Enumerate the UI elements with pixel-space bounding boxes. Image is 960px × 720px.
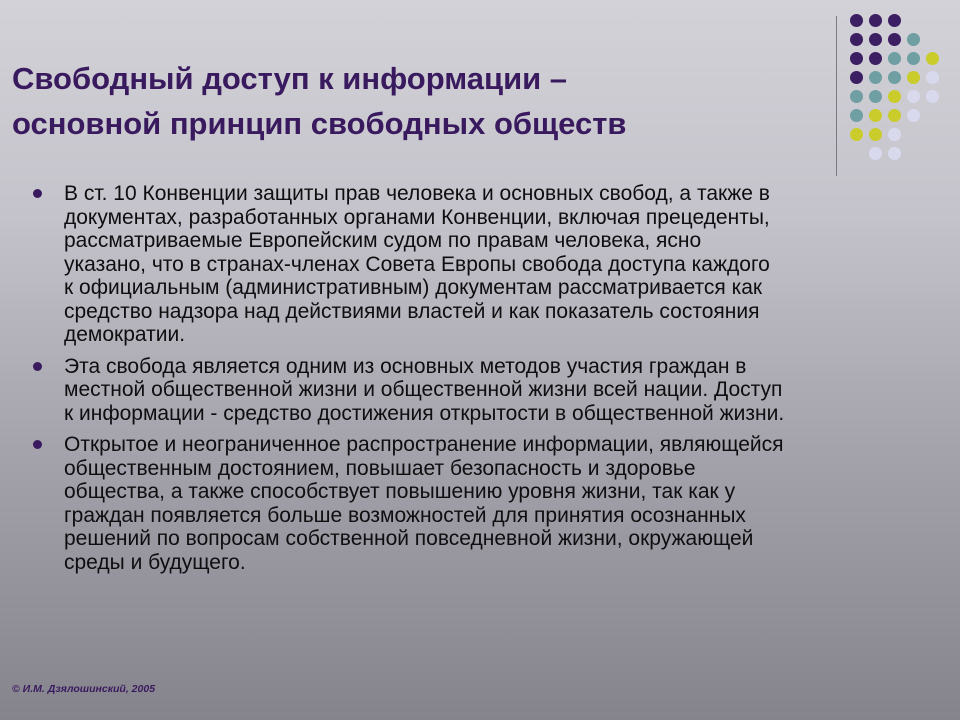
decor-dot [850,14,863,27]
decor-dot [907,71,920,84]
slide-title [12,56,812,146]
decor-dot [888,71,901,84]
bullet-item [30,182,940,347]
decor-dot [869,128,882,141]
decor-dot [869,52,882,65]
decor-dot [888,52,901,65]
bullet-item [30,355,940,426]
decor-dot [850,128,863,141]
bullet-text-line: Эта свобода является одним из основных методов участия граждан в [64,354,747,378]
bullet-text-line: общества, а также способствует повышению уровня жизни, так как у [64,480,736,503]
decor-dot [869,147,882,160]
decorative-dot-grid [850,14,960,164]
decor-dot [869,90,882,103]
title-line-2: основной принцип свободных обществ [12,106,627,141]
bullet-dot-icon [33,440,42,449]
decor-dot [926,90,939,103]
bullet-text-line: В ст. 10 Конвенции защиты прав человека и основных свобод, а также в [64,182,770,205]
decor-dot [850,109,863,122]
decor-dot [888,128,901,141]
bullet-text-line: средство надзора над действиями властей и как показатель состояния [64,299,760,323]
decor-dot [850,52,863,65]
bullet-dot-icon [33,189,42,198]
decor-dot [907,109,920,122]
vertical-divider [836,16,837,176]
decor-dot [888,14,901,27]
title-line-1: Свободный доступ к информации – [12,61,568,96]
bullet-text-line: общественным достоянием, повышает безопасность и здоровье [64,456,696,480]
bullet-item [30,433,940,574]
decor-dot [907,90,920,103]
bullet-text-line: документах, разработанных органами Конвенции, включая прецеденты, [64,205,770,229]
decor-dot [888,90,901,103]
decor-dot [850,33,863,46]
decor-dot [869,14,882,27]
decor-dot [888,147,901,160]
decor-dot [869,109,882,122]
bullet-text-line: указано, что в странах-членах Совета Европы свобода доступа каждого [64,252,770,276]
bullet-text-line: граждан появляется больше возможностей для принятия осознанных [64,503,746,527]
decor-dot [888,109,901,122]
decor-dot [926,71,939,84]
bullet-text-line: среды и будущего. [64,550,246,574]
bullet-text-line: Открытое и неограниченное распространение информации, являющейся [64,433,784,456]
decor-dot [869,33,882,46]
bullet-text-line: рассматриваемые Европейским судом по правам человека, ясно [64,229,702,252]
bullet-text-line: к официальным (административным) документам рассматривается как [64,276,763,299]
bullet-text-line: к информации - средство достижения открытости в общественной жизни. [64,401,785,425]
decor-dot [850,90,863,103]
decor-dot [850,71,863,84]
bullet-text-line: местной общественной жизни и общественной жизни всей нации. Доступ [64,378,783,401]
decor-dot [869,71,882,84]
bullet-text-line: решений по вопросам собственной повседневной жизни, окружающей [64,527,754,550]
decor-dot [907,33,920,46]
bullet-text-line: демократии. [64,323,186,346]
copyright-footer: © И.М. Дзялошинский, 2005 [12,683,156,695]
bullet-dot-icon [33,362,42,371]
decor-dot [888,33,901,46]
decor-dot [926,52,939,65]
bullet-list [30,182,940,582]
decor-dot [907,52,920,65]
